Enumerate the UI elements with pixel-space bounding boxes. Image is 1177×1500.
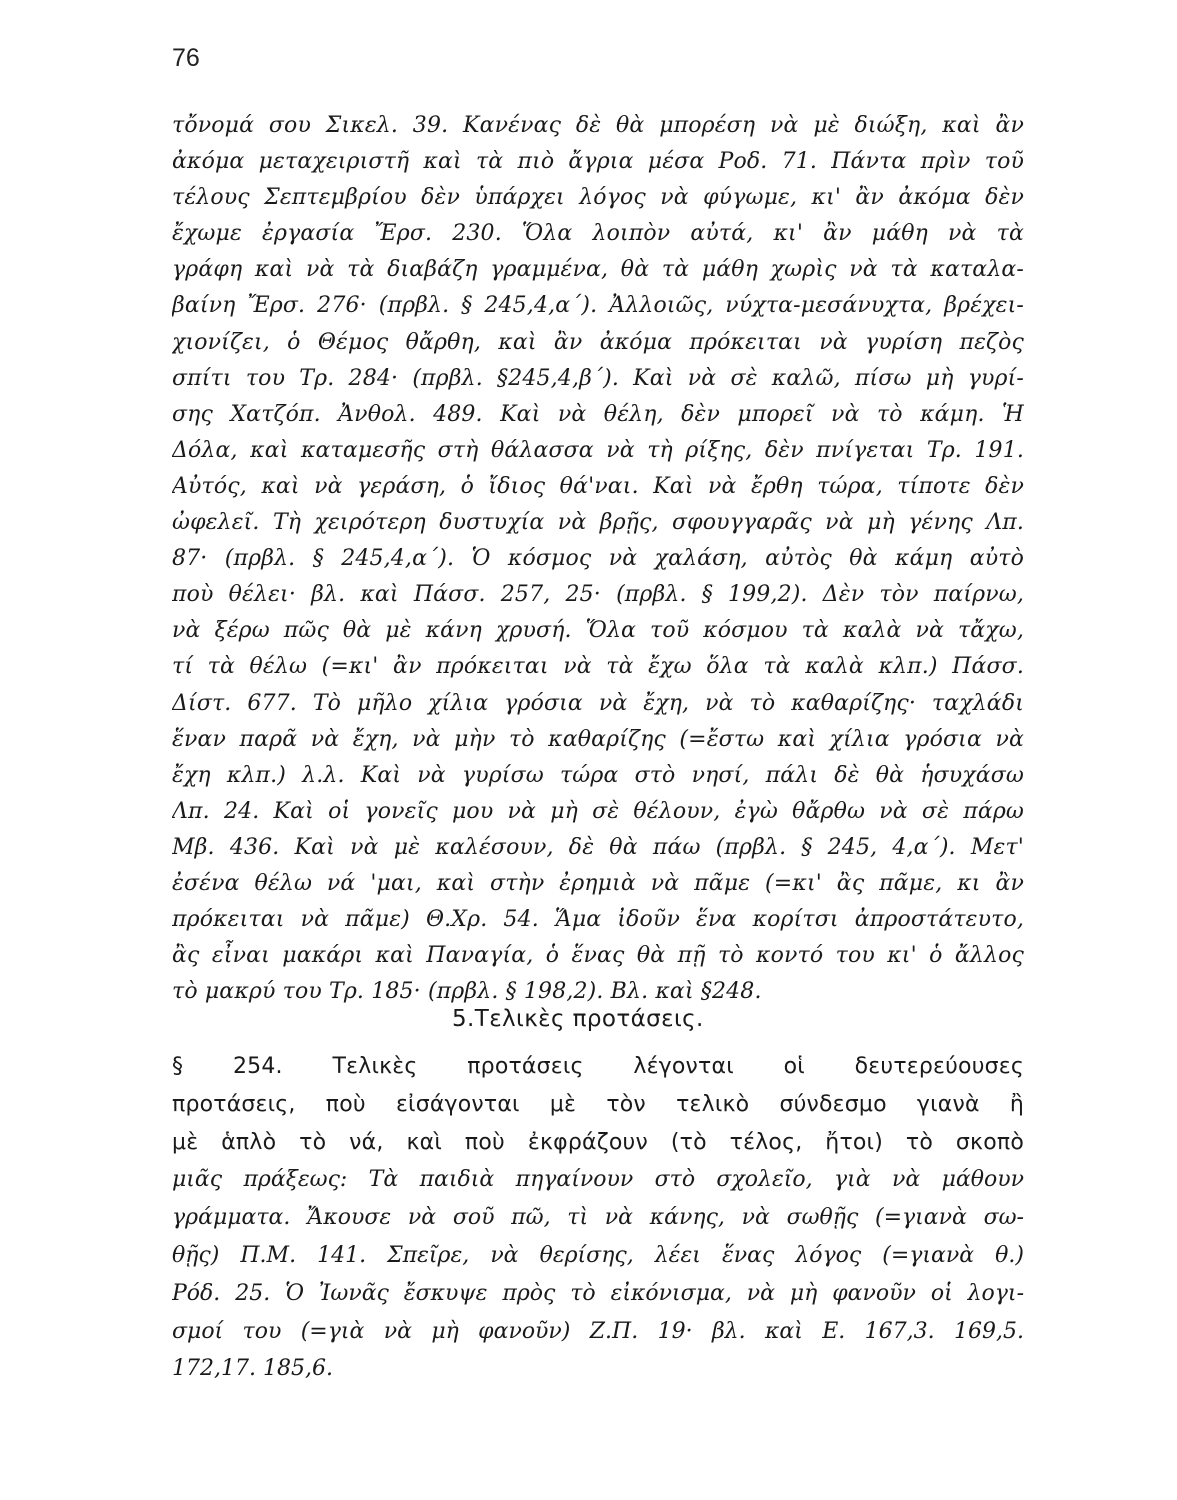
section-line: μιᾶς πράξεως: Τὰ παιδιὰ πηγαίνουν στὸ σχολεῖο, γιὰ νὰ μάθουν: [172, 1167, 1024, 1193]
text-line: Δόλα, καὶ καταμεσῆς στὴ θάλασσα νὰ τὴ ρίξης, δὲν πνίγεται Τρ. 191.: [172, 437, 1024, 463]
text-line: 87· (πρβλ. § 245,4,α΄). Ὁ κόσμος νὰ χαλάση, αὐτὸς θὰ κάμη αὐτὸ: [172, 546, 1024, 572]
text-line: ἐσένα θέλω νά 'μαι, καὶ στὴν ἐρημιὰ νὰ πᾶμε (=κι' ἂς πᾶμε, κι ἂν: [172, 870, 1024, 896]
main-text: [172, 108, 1024, 1010]
section-line: μὲ ἁπλὸ τὸ νά, καὶ ποὺ ἐκφράζουν (τὸ τέλος, ἤτοι) τὸ σκοπὸ: [172, 1129, 1024, 1155]
text-line: ποὺ θέλει· βλ. καὶ Πάσσ. 257, 25· (πρβλ. § 199,2). Δὲν τὸν παίρνω,: [172, 582, 1024, 608]
section-line: σμοί του (=γιὰ νὰ μὴ φανοῦν) Ζ.Π. 19· βλ. καὶ Ε. 167,3. 169,5.: [172, 1318, 1024, 1344]
text-line: γράφη καὶ νὰ τὰ διαβάζη γραμμένα, θὰ τὰ μάθη χωρὶς νὰ τὰ καταλα-: [172, 257, 1024, 283]
section-line: γράμματα. Ἄκουσε νὰ σοῦ πῶ, τὶ νὰ κάνης, νὰ σωθῇς (=γιανὰ σω-: [172, 1205, 1024, 1231]
section-line: Ρόδ. 25. Ὁ Ἰωνᾶς ἔσκυψε πρὸς τὸ εἰκόνισμα, νὰ μὴ φανοῦν οἱ λογι-: [172, 1280, 1024, 1306]
text-line: σπίτι του Τρ. 284· (πρβλ. §245,4,β΄). Καὶ νὰ σὲ καλῶ, πίσω μὴ γυρί-: [172, 365, 1024, 391]
text-line: τὸ μακρύ του Τρ. 185· (πρβλ. § 198,2). Βλ. καὶ §248.: [172, 979, 762, 1005]
text-line: τὄνομά σου Σικελ. 39. Κανένας δὲ θὰ μπορέση νὰ μὲ διώξη, καὶ ἂν: [172, 113, 1024, 138]
text-line: ἔχη κλπ.) λ.λ. Καὶ νὰ γυρίσω τώρα στὸ νησί, πάλι δὲ θὰ ἡσυχάσω: [172, 762, 1024, 788]
text-line: ὠφελεῖ. Τὴ χειρότερη δυστυχία νὰ βρῇς, σφουγγαρᾶς νὰ μὴ γένης Λπ.: [172, 510, 1024, 536]
text-line: ἂς εἶναι μακάρι καὶ Παναγία, ὁ ἕνας θὰ πῇ τὸ κοντό του κι' ὁ ἄλλος: [172, 943, 1024, 969]
section-line: § 254. Τελικὲς προτάσεις λέγονται οἱ δευτερεύουσες: [172, 1054, 1024, 1079]
text-line: Μβ. 436. Καὶ νὰ μὲ καλέσουν, δὲ θὰ πάω (πρβλ. § 245, 4,α΄). Μετ': [172, 834, 1024, 860]
page-number: 76: [172, 44, 200, 72]
text-line: σης Χατζόπ. Ἀνθολ. 489. Καὶ νὰ θέλη, δὲν μπορεῖ νὰ τὸ κάμη. Ἡ: [172, 401, 1024, 427]
text-line: νὰ ξέρω πῶς θὰ μὲ κάνη χρυσή. Ὅλα τοῦ κόσμου τὰ καλὰ νὰ τἄχω,: [172, 618, 1024, 644]
text-line: ἕναν παρᾶ νὰ ἔχη, νὰ μὴν τὸ καθαρίζης (=ἔστω καὶ χίλια γρόσια νὰ: [172, 726, 1024, 752]
section-line: 172,17. 185,6.: [172, 1356, 333, 1382]
text-line: τέλους Σεπτεμβρίου δὲν ὑπάρχει λόγος νὰ φύγωμε, κι' ἂν ἀκόμα δὲν: [172, 185, 1024, 211]
text-line: βαίνη Ἔρσ. 276· (πρβλ. § 245,4,α΄). Ἀλλοιῶς, νύχτα-μεσάνυχτα, βρέχει-: [172, 293, 1024, 319]
text-line: ἀκόμα μεταχειριστῆ καὶ τὰ πιὸ ἄγρια μέσα Ροδ. 71. Πάντα πρὶν τοῦ: [172, 149, 1024, 175]
text-line: Δίστ. 677. Τὸ μῆλο χίλια γρόσια νὰ ἔχη, νὰ τὸ καθαρίζης· ταχλάδι: [172, 690, 1024, 716]
text-line: Λπ. 24. Καὶ οἱ γονεῖς μου νὰ μὴ σὲ θέλουν, ἐγὼ θἄρθω νὰ σὲ πάρω: [172, 798, 1024, 824]
section-text: [172, 1048, 1024, 1388]
text-line: ἔχωμε ἐργασία Ἔρσ. 230. Ὅλα λοιπὸν αὐτά, κι' ἂν μάθη νὰ τὰ: [172, 221, 1024, 247]
text-line: τί τὰ θέλω (=κι' ἂν πρόκειται νὰ τὰ ἔχω ὅλα τὰ καλὰ κλπ.) Πάσσ.: [172, 654, 1024, 680]
section-heading: 5.Τελικὲς προτάσεις.: [452, 1006, 704, 1032]
text-line: πρόκειται νὰ πᾶμε) Θ.Χρ. 54. Ἅμα ἰδοῦν ἕνα κορίτσι ἀπροστάτευτο,: [172, 907, 1024, 933]
section-line: θῇς) Π.Μ. 141. Σπεῖρε, νὰ θερίσης, λέει ἕνας λόγος (=γιανὰ θ.): [172, 1242, 1024, 1268]
section-line: προτάσεις, ποὺ εἰσάγονται μὲ τὸν τελικὸ σύνδεσμο γιανὰ ἢ: [172, 1091, 1024, 1117]
text-line: χιονίζει, ὁ Θέμος θἄρθη, καὶ ἂν ἀκόμα πρόκειται νὰ γυρίση πεζὸς: [172, 329, 1024, 355]
text-line: Αὐτός, καὶ νὰ γεράση, ὁ ἴδιος θά'ναι. Καὶ νὰ ἔρθη τώρα, τίποτε δὲν: [172, 473, 1024, 499]
